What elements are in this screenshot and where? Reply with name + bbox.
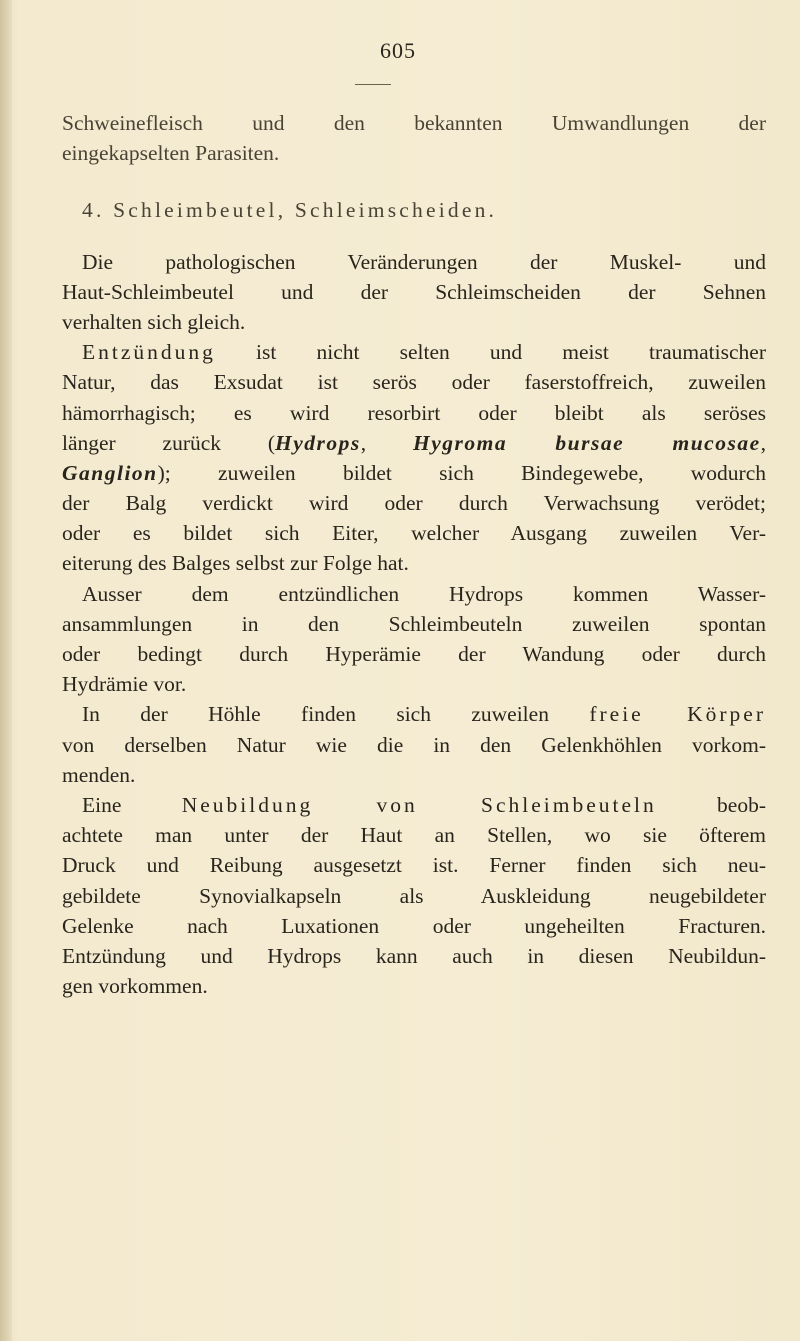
paragraph-line: Entzündung ist nicht selten und meist traumatischer: [82, 340, 766, 365]
emphasized-term: Neubildung von Schleimbeuteln: [181, 793, 657, 818]
paragraph-line: menden.: [62, 762, 136, 787]
page-number: 605: [380, 38, 416, 63]
paragraph-line: Entzündung und Hydrops kann auch in diesen Neubildun-: [62, 943, 766, 968]
paragraph-line: Ausser dem entzündlichen Hydrops kommen Wasser-: [82, 581, 766, 606]
paragraph-line: achtete man unter der Haut an Stellen, wo sie öfterem: [62, 823, 766, 848]
paragraph-line: der Balg verdickt wird oder durch Verwachsung verödet;: [62, 491, 766, 516]
paragraph-line: oder bedingt durch Hyperämie der Wandung oder durch: [62, 642, 766, 667]
paragraph-line: eiterung des Balges selbst zur Folge hat.: [62, 551, 409, 576]
paragraph-line: Natur, das Exsudat ist serös oder faserstoffreich, zuweilen: [62, 370, 766, 395]
latin-term: Hygroma bursae mucosae: [412, 430, 761, 455]
paragraph-line: Hydrämie vor.: [62, 672, 187, 697]
paragraph-line: Die pathologischen Veränderungen der Muskel- und: [82, 249, 766, 274]
paragraph-line: oder es bildet sich Eiter, welcher Ausgang zuweilen Ver-: [62, 521, 766, 546]
emphasized-term: Entzündung: [82, 340, 216, 365]
paragraph-line: gebildete Synovialkapseln als Auskleidung neugebildeter: [62, 883, 766, 908]
emphasized-term: freie Körper: [589, 702, 766, 727]
paragraph-line: Ganglion); zuweilen bildet sich Bindegewebe, wodurch: [62, 460, 766, 485]
carryover-line: Schweinefleisch und den bekannten Umwandlungen der: [62, 111, 766, 135]
body-text: [62, 108, 766, 1001]
paragraph-line: Eine Neubildung von Schleimbeuteln beob-: [82, 793, 766, 818]
paragraph-line: gen vorkommen.: [62, 974, 208, 999]
latin-term: Ganglion: [62, 460, 158, 485]
paragraph-line: In der Höhle finden sich zuweilen freie Körper: [82, 702, 766, 727]
section-heading: 4. Schleimbeutel, Schleimscheiden.: [82, 198, 498, 223]
binding-edge: [0, 0, 12, 1341]
paragraph-line: Haut-Schleimbeutel und der Schleimscheiden der Sehnen: [62, 279, 766, 304]
paragraph-line: von derselben Natur wie die in den Gelenkhöhlen vorkom-: [62, 732, 766, 757]
page-number-rule: [355, 84, 391, 85]
carryover-line: eingekapselten Parasiten.: [62, 141, 280, 166]
latin-term: Hydrops: [275, 430, 361, 455]
paragraph-line: hämorrhagisch; es wird resorbirt oder bleibt als seröses: [62, 400, 766, 425]
paragraph-line: Gelenke nach Luxationen oder ungeheilten Fracturen.: [62, 913, 766, 938]
paragraph-line: verhalten sich gleich.: [62, 309, 246, 334]
paragraph-line: länger zurück (Hydrops, Hygroma bursae mucosae,: [62, 430, 766, 455]
paragraph-line: Druck und Reibung ausgesetzt ist. Ferner finden sich neu-: [62, 853, 766, 878]
paragraph-line: ansammlungen in den Schleimbeuteln zuweilen spontan: [62, 611, 766, 636]
